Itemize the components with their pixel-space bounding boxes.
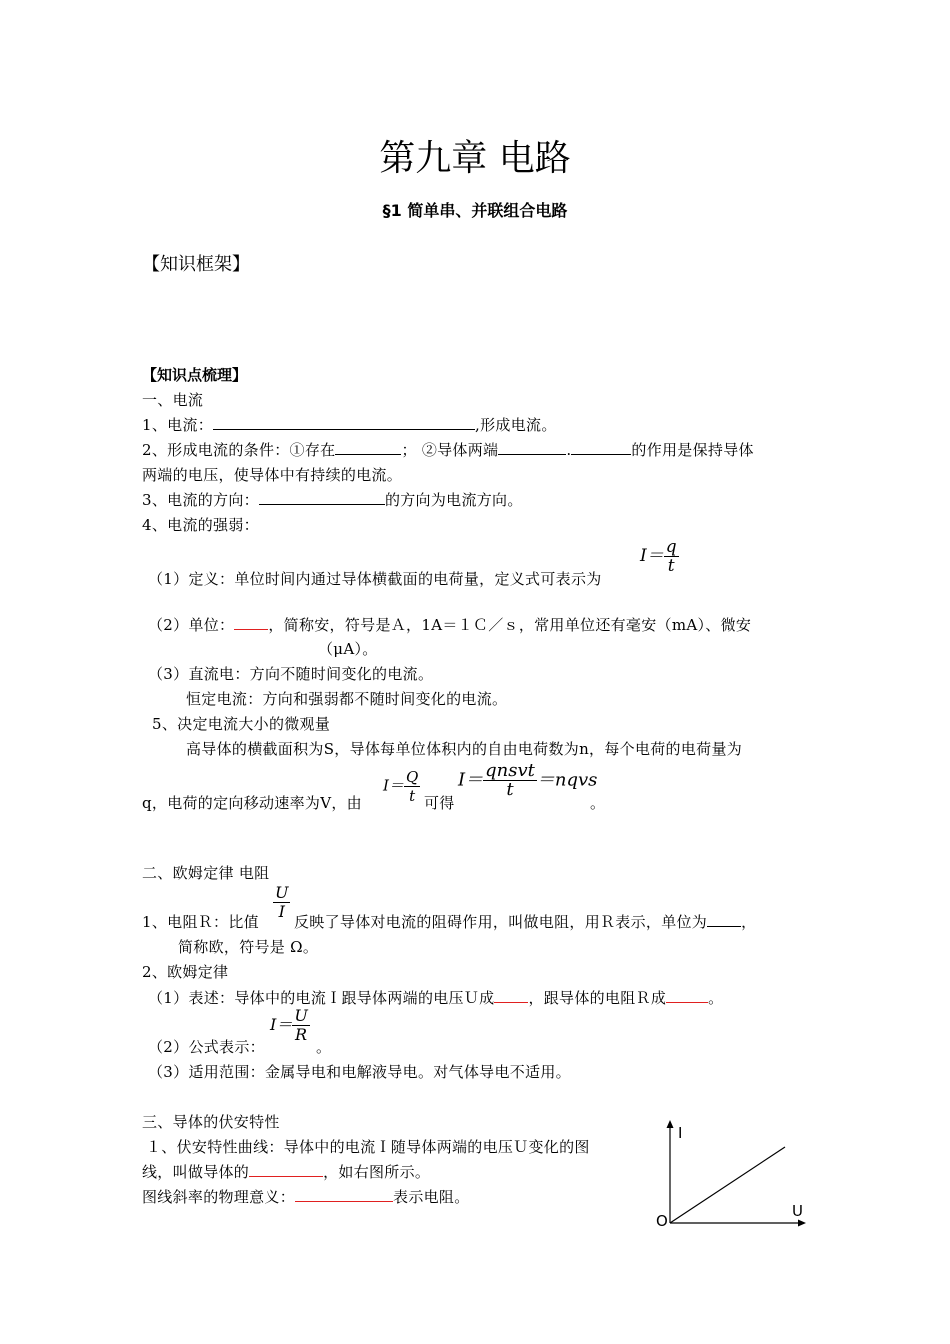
x-axis-arrow xyxy=(798,1220,806,1227)
current-item2-cont: 两端的电压，使导体中有持续的电流。 xyxy=(142,466,403,484)
ohm-resistance-cont: 简称欧，符号是 Ω。 xyxy=(178,938,319,956)
blank-field[interactable] xyxy=(213,415,475,430)
ohm-resistance: 1、电阻Ｒ：比值 xyxy=(142,913,259,931)
blank-field[interactable] xyxy=(498,440,566,455)
x-axis-label: U xyxy=(792,1202,803,1220)
blank-field[interactable] xyxy=(571,440,631,455)
current-item3: 3、电流的方向： 的方向为电流方向。 xyxy=(142,491,523,509)
formula-u-over-i: $\frac{U}{I}$ xyxy=(275,883,289,921)
ohm-formula-end: 。 xyxy=(316,1038,332,1056)
va-line1: １、伏安特性曲线：导体中的电流Ｉ随导体两端的电压Ｕ变化的图 xyxy=(146,1138,590,1156)
section-subtitle: §1 简单串、并联组合电路 xyxy=(382,201,568,220)
current-item4: 4、电流的强弱： xyxy=(142,516,259,534)
va-heading: 三、导体的伏安特性 xyxy=(142,1113,280,1131)
origin-label: O xyxy=(656,1212,668,1230)
micro-heading: 5、决定电流大小的微观量 xyxy=(152,715,331,733)
blank-field-red[interactable] xyxy=(234,615,268,630)
micro-text2: q，电荷的定向移动速率为V，由 xyxy=(142,794,362,812)
ohm-law-heading: 2、欧姆定律 xyxy=(142,963,229,981)
review-heading: 【知识点梳理】 xyxy=(142,366,248,384)
current-item2: 2、形成电流的条件：①存在 ； ②导体两端 . 的作用是保持导体 xyxy=(142,441,754,459)
y-axis-arrow xyxy=(667,1120,674,1128)
iu-graph xyxy=(650,1118,820,1234)
framework-heading: 【知识框架】 xyxy=(142,254,250,275)
blank-field[interactable] xyxy=(259,490,385,505)
micro-text1: 高导体的横截面积为S，导体每单位体积内的自由电荷数为n，每个电荷的电荷量为 xyxy=(186,740,743,758)
blank-field-red[interactable] xyxy=(249,1162,323,1177)
ohm-law-desc: （1）表述：导体中的电流Ｉ跟导体两端的电压Ｕ成 ，跟导体的电阻Ｒ成 。 xyxy=(148,989,724,1007)
formula-i-u-r: I＝ $\frac{U}{R}$ xyxy=(270,1006,308,1044)
current-definition: （1）定义：单位时间内通过导体横截面的电荷量，定义式可表示为 xyxy=(148,570,602,588)
current-steady: 恒定电流：方向和强弱都不随时间变化的电流。 xyxy=(186,690,508,708)
current-unit: （2）单位： ，简称安，符号是Ａ，1A＝１Ｃ／ｓ，常用单位还有毫安（mA）、微安 xyxy=(148,616,752,634)
blank-field[interactable] xyxy=(335,440,401,455)
va-line3: 图线斜率的物理意义： 表示电阻。 xyxy=(142,1188,470,1206)
current-unit-cont: （μA）。 xyxy=(318,640,378,658)
current-dc: （3）直流电：方向不随时间变化的电流。 xyxy=(148,665,434,683)
blank-field-red[interactable] xyxy=(666,988,708,1003)
formula-i-Q-t: I＝ $\frac{Q}{t}$ xyxy=(383,768,419,805)
ohm-heading: 二、欧姆定律 电阻 xyxy=(142,864,270,882)
ohm-resistance-post: 反映了导体对电流的阻碍作用，叫做电阻，用Ｒ表示，单位为 ， xyxy=(294,913,757,931)
micro-text2-end: 。 xyxy=(590,794,606,812)
micro-text2-mid: 可得 xyxy=(424,794,455,812)
formula-i-q-t: I＝ $\frac{q}{t}$ xyxy=(640,537,677,576)
current-item1: 1、电流： ,形成电流。 xyxy=(142,416,557,434)
ohm-scope: （3）适用范围：金属导电和电解液导电。对气体导电不适用。 xyxy=(148,1063,571,1081)
blank-field-red[interactable] xyxy=(295,1187,393,1202)
va-line2: 线，叫做导体的 ，如右图所示。 xyxy=(142,1163,431,1181)
ohm-formula-label: （2）公式表示： xyxy=(148,1038,265,1056)
current-heading: 一、电流 xyxy=(142,391,204,409)
y-axis-label: I xyxy=(678,1124,683,1142)
blank-field-red[interactable] xyxy=(494,988,528,1003)
page-title: 第九章 电路 xyxy=(379,138,571,179)
iu-line xyxy=(670,1147,785,1223)
formula-i-qnsvt: I＝ $\frac{\text{qnsvt}}{t}$ ＝nqvs xyxy=(458,760,598,800)
blank-field[interactable] xyxy=(707,912,741,927)
